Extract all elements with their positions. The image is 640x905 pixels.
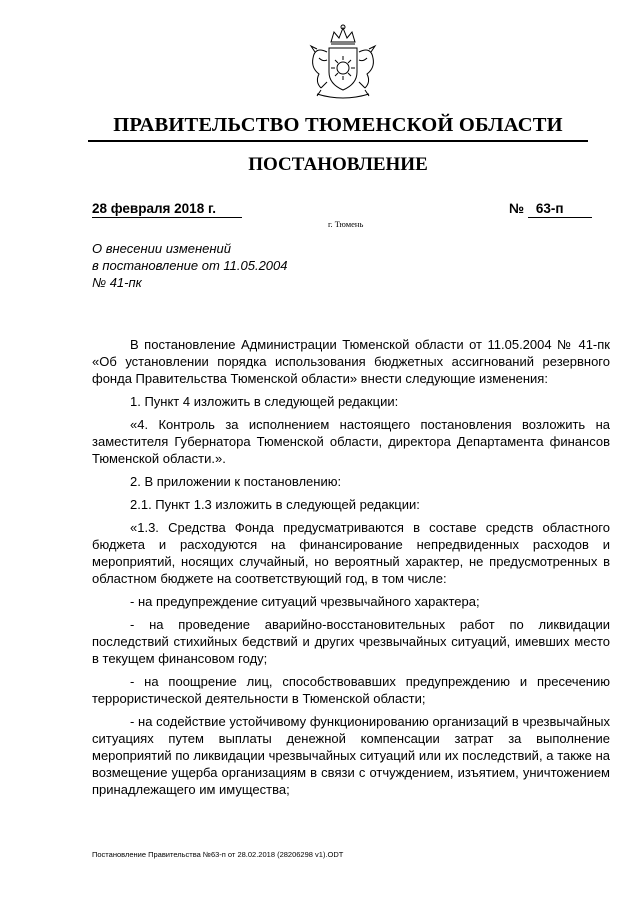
number-value: 63-п <box>528 200 592 218</box>
page-footer: Постановление Правительства №63-п от 28.02.2018 (28206298 v1).ODT <box>92 850 344 859</box>
body-paragraph: 2. В приложении к постановлению: <box>130 474 342 489</box>
body-paragraph: - на проведение аварийно-восстановительных работ по ликвидации последствий стихийных бедствий и других чрезвычайных ситуаций, имевших место в текущем финансовом году; <box>92 617 610 666</box>
body-paragraph: «4. Контроль за исполнением настоящего постановления возложить на заместителя Губернатора Тюменской области, директора Департамента финансов Тюменской области.». <box>92 417 610 466</box>
body-paragraph: 2.1. Пункт 1.3 изложить в следующей редакции: <box>130 497 420 512</box>
body-paragraph: В постановление Администрации Тюменской области от 11.05.2004 № 41-пк «Об установлении порядка использования бюджетных ассигнований резервного фонда Правительства Тюменской области» внести следующие изменения: <box>92 337 610 386</box>
document-number <box>509 200 592 218</box>
body-paragraph: - на предупреждение ситуаций чрезвычайного характера; <box>130 594 480 609</box>
subject-line: № 41-пк <box>92 275 142 290</box>
city-label: г. Тюмень <box>328 219 364 229</box>
coat-of-arms-icon <box>301 22 385 104</box>
body-paragraph: 1. Пункт 4 изложить в следующей редакции: <box>130 394 399 409</box>
body-paragraph: - на поощрение лиц, способствовавших предупреждению и пресечению террористической деятельности в Тюменской области; <box>92 674 610 706</box>
organization-name: ПРАВИТЕЛЬСТВО ТЮМЕНСКОЙ ОБЛАСТИ <box>88 112 588 142</box>
number-prefix: № <box>509 201 525 216</box>
body-paragraph: «1.3. Средства Фонда предусматриваются в составе средств областного бюджета и расходуются на финансирование непредвиденных расходов и мероприятий, носящих случайный, но вероятный характер, не предусмотренных в областном бюджете на соответствующий год, в том числе: <box>92 520 610 586</box>
subject-line: О внесении изменений <box>92 241 231 256</box>
document-date: 28 февраля 2018 г. <box>92 200 242 218</box>
document-type-title: ПОСТАНОВЛЕНИЕ <box>248 154 428 175</box>
document-subject <box>92 240 288 291</box>
document-body <box>92 336 610 804</box>
subject-line: в постановление от 11.05.2004 <box>92 258 288 273</box>
body-paragraph: - на содействие устойчивому функционированию организаций в чрезвычайных ситуациях путем выплаты денежной компенсации затрат за выполнение мероприятий по ликвидации чрезвычайных ситуаций или их последствий, а также на возмещение ущерба организациям в связи с отчуждением, изъятием, уничтожением принадлежащего им имущества; <box>92 714 610 797</box>
